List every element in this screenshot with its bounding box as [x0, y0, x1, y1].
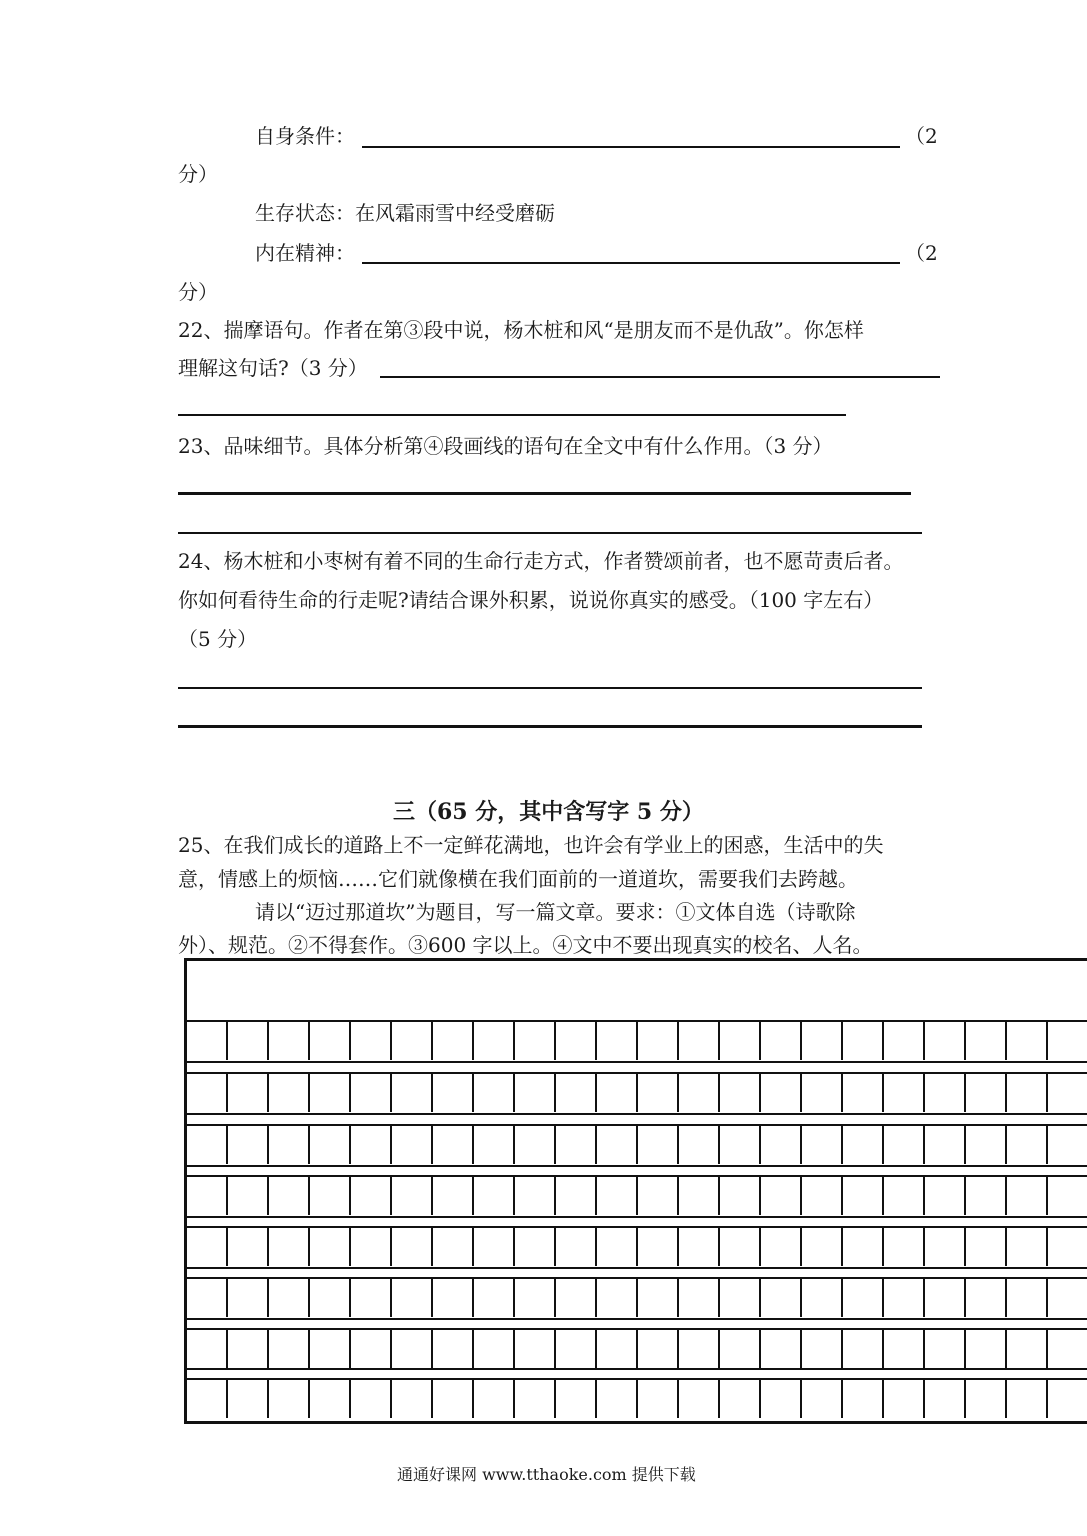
grid-cell[interactable] [843, 1126, 884, 1164]
q25-prompt-line2: 意，情感上的烦恼……它们就像横在我们面前的一道道坎，需要我们去跨越。 [178, 867, 858, 891]
grid-cell[interactable] [884, 1330, 925, 1368]
grid-cell[interactable] [720, 1177, 761, 1215]
grid-cell[interactable] [556, 1330, 597, 1368]
grid-cell[interactable] [925, 1380, 966, 1418]
grid-cell[interactable] [433, 1330, 474, 1368]
grid-cell[interactable] [679, 1380, 720, 1418]
grid-cell[interactable] [679, 1279, 720, 1317]
q25-prompt-line4: 外）、规范。②不得套作。③600 字以上。④文中不要出现真实的校名、人名。 [178, 933, 873, 957]
grid-cell[interactable] [802, 1074, 843, 1112]
grid-cell[interactable] [638, 1279, 679, 1317]
grid-cell[interactable] [392, 1074, 433, 1112]
grid-cell[interactable] [1007, 1228, 1048, 1266]
grid-cell[interactable] [638, 1126, 679, 1164]
grid-cell[interactable] [269, 1177, 310, 1215]
grid-cell[interactable] [966, 1126, 1007, 1164]
grid-cell[interactable] [597, 1279, 638, 1317]
grid-cell[interactable] [269, 1279, 310, 1317]
grid-cell[interactable] [515, 1177, 556, 1215]
grid-row-separator [187, 1368, 1087, 1370]
grid-cell[interactable] [556, 1074, 597, 1112]
grid-cell[interactable] [433, 1022, 474, 1060]
grid-cell[interactable] [761, 1022, 802, 1060]
grid-cell[interactable] [351, 1126, 392, 1164]
grid-cell[interactable] [925, 1279, 966, 1317]
grid-cell[interactable] [720, 1126, 761, 1164]
grid-cell[interactable] [392, 1279, 433, 1317]
grid-cell[interactable] [433, 1177, 474, 1215]
grid-cell[interactable] [392, 1228, 433, 1266]
grid-cell[interactable] [843, 1228, 884, 1266]
grid-cell[interactable] [474, 1330, 515, 1368]
grid-cell[interactable] [310, 1022, 351, 1060]
grid-cell[interactable] [638, 1177, 679, 1215]
grid-row[interactable] [187, 1175, 1087, 1217]
grid-cell[interactable] [1048, 1074, 1087, 1112]
grid-cell[interactable] [515, 1279, 556, 1317]
grid-cell[interactable] [187, 1126, 228, 1164]
grid-cell[interactable] [187, 1022, 228, 1060]
grid-cell[interactable] [966, 1074, 1007, 1112]
grid-row[interactable] [187, 1226, 1087, 1268]
grid-cell[interactable] [966, 1279, 1007, 1317]
grid-cell[interactable] [187, 1279, 228, 1317]
grid-row-separator [187, 1267, 1087, 1269]
grid-cell[interactable] [802, 1126, 843, 1164]
grid-cell[interactable] [515, 1074, 556, 1112]
grid-cell[interactable] [351, 1279, 392, 1317]
q24-question-line1: 24、杨木桩和小枣树有着不同的生命行走方式，作者赞颂前者，也不愿苛责后者。 [178, 549, 904, 573]
grid-cell[interactable] [802, 1228, 843, 1266]
grid-cell[interactable] [925, 1228, 966, 1266]
q21-spirit-label: 内在精神： [255, 241, 355, 265]
q21-score-a-close: 分） [178, 162, 218, 186]
grid-cell[interactable] [351, 1330, 392, 1368]
grid-cell[interactable] [679, 1177, 720, 1215]
q21-score-b-close: 分） [178, 280, 218, 304]
grid-cell[interactable] [761, 1177, 802, 1215]
grid-cell[interactable] [392, 1126, 433, 1164]
q22-question-line1: 22、揣摩语句。作者在第③段中说，杨木桩和风“是朋友而不是仇敌”。你怎样 [178, 318, 864, 342]
grid-cell[interactable] [843, 1177, 884, 1215]
grid-cell[interactable] [269, 1074, 310, 1112]
grid-cell[interactable] [433, 1228, 474, 1266]
grid-cell[interactable] [761, 1126, 802, 1164]
grid-cell[interactable] [679, 1022, 720, 1060]
grid-cell[interactable] [843, 1380, 884, 1418]
q21-condition-label: 自身条件： [255, 124, 355, 148]
grid-cell[interactable] [228, 1228, 269, 1266]
q24-answer-line-2[interactable] [178, 725, 922, 728]
grid-cell[interactable] [802, 1380, 843, 1418]
grid-cell[interactable] [884, 1074, 925, 1112]
grid-cell[interactable] [474, 1126, 515, 1164]
grid-cell[interactable] [556, 1279, 597, 1317]
grid-cell[interactable] [720, 1330, 761, 1368]
grid-cell[interactable] [310, 1380, 351, 1418]
grid-row-separator [187, 1113, 1087, 1115]
grid-cell[interactable] [269, 1380, 310, 1418]
grid-cell[interactable] [843, 1279, 884, 1317]
grid-cell[interactable] [474, 1228, 515, 1266]
q25-prompt-line1: 25、在我们成长的道路上不一定鲜花满地，也许会有学业上的困惑，生活中的失 [178, 833, 884, 857]
q24-answer-line-1[interactable] [178, 687, 922, 689]
grid-cell[interactable] [638, 1228, 679, 1266]
grid-cell[interactable] [925, 1330, 966, 1368]
grid-row-separator [187, 1061, 1087, 1063]
grid-cell[interactable] [269, 1228, 310, 1266]
grid-row[interactable] [187, 1020, 1087, 1062]
grid-cell[interactable] [1007, 1380, 1048, 1418]
grid-cell[interactable] [884, 1279, 925, 1317]
grid-cell[interactable] [638, 1074, 679, 1112]
grid-cell[interactable] [392, 1177, 433, 1215]
grid-row-separator [187, 1165, 1087, 1167]
grid-cell[interactable] [925, 1074, 966, 1112]
grid-cell[interactable] [310, 1279, 351, 1317]
grid-cell[interactable] [228, 1177, 269, 1215]
grid-cell[interactable] [966, 1380, 1007, 1418]
grid-cell[interactable] [433, 1126, 474, 1164]
grid-cell[interactable] [392, 1330, 433, 1368]
section3-heading: 三（65 分，其中含写字 5 分） [393, 799, 704, 825]
grid-cell[interactable] [679, 1126, 720, 1164]
grid-cell[interactable] [1007, 1022, 1048, 1060]
grid-cell[interactable] [679, 1074, 720, 1112]
grid-cell[interactable] [556, 1126, 597, 1164]
grid-row-separator [187, 1216, 1087, 1218]
grid-cell[interactable] [474, 1022, 515, 1060]
q24-question-line3: （5 分） [178, 627, 258, 651]
q23-answer-line-1[interactable] [178, 492, 911, 495]
grid-cell[interactable] [269, 1330, 310, 1368]
q22-question-line2: 理解这句话?（3 分） [178, 356, 368, 380]
grid-cell[interactable] [1048, 1330, 1087, 1368]
grid-cell[interactable] [802, 1279, 843, 1317]
grid-cell[interactable] [269, 1126, 310, 1164]
grid-cell[interactable] [1048, 1279, 1087, 1317]
grid-cell[interactable] [761, 1074, 802, 1112]
grid-cell[interactable] [802, 1022, 843, 1060]
grid-cell[interactable] [597, 1228, 638, 1266]
q21-score-a-open: （2 [905, 124, 938, 148]
grid-cell[interactable] [433, 1380, 474, 1418]
grid-cell[interactable] [187, 1074, 228, 1112]
q23-answer-line-2[interactable] [178, 532, 922, 534]
grid-cell[interactable] [597, 1380, 638, 1418]
grid-cell[interactable] [228, 1330, 269, 1368]
q24-question-line2: 你如何看待生命的行走呢?请结合课外积累，说说你真实的感受。（100 字左右） [178, 588, 884, 612]
grid-cell[interactable] [1007, 1074, 1048, 1112]
grid-cell[interactable] [966, 1330, 1007, 1368]
grid-cell[interactable] [351, 1074, 392, 1112]
grid-cell[interactable] [187, 1177, 228, 1215]
grid-cell[interactable] [1007, 1330, 1048, 1368]
grid-cell[interactable] [1007, 1126, 1048, 1164]
q21-spirit-answer-line[interactable] [362, 262, 900, 264]
grid-row[interactable] [187, 1378, 1087, 1420]
grid-cell[interactable] [310, 1177, 351, 1215]
grid-cell[interactable] [597, 1074, 638, 1112]
grid-cell[interactable] [597, 1126, 638, 1164]
grid-row[interactable] [187, 1124, 1087, 1166]
grid-row[interactable] [187, 1277, 1087, 1319]
grid-cell[interactable] [351, 1228, 392, 1266]
grid-cell[interactable] [884, 1228, 925, 1266]
grid-cell[interactable] [720, 1279, 761, 1317]
grid-cell[interactable] [556, 1380, 597, 1418]
grid-cell[interactable] [474, 1074, 515, 1112]
grid-cell[interactable] [228, 1279, 269, 1317]
grid-cell[interactable] [720, 1380, 761, 1418]
grid-row-separator [187, 1318, 1087, 1320]
grid-cell[interactable] [597, 1177, 638, 1215]
q23-question-line1: 23、品味细节。具体分析第④段画线的语句在全文中有什么作用。（3 分） [178, 434, 833, 458]
grid-cell[interactable] [187, 1330, 228, 1368]
grid-cell[interactable] [556, 1228, 597, 1266]
grid-cell[interactable] [761, 1228, 802, 1266]
grid-cell[interactable] [474, 1279, 515, 1317]
grid-cell[interactable] [187, 1380, 228, 1418]
grid-cell[interactable] [310, 1126, 351, 1164]
grid-cell[interactable] [228, 1074, 269, 1112]
grid-cell[interactable] [761, 1330, 802, 1368]
grid-cell[interactable] [679, 1228, 720, 1266]
footer-text: 通通好课网 www.tthaoke.com 提供下载 [397, 1465, 696, 1484]
q22-answer-line-2[interactable] [178, 414, 846, 416]
grid-cell[interactable] [925, 1126, 966, 1164]
q25-prompt-line3: 请以“迈过那道坎”为题目，写一篇文章。要求：①文体自选（诗歌除 [255, 900, 856, 924]
grid-cell[interactable] [228, 1380, 269, 1418]
q21-score-b-open: （2 [905, 241, 938, 265]
grid-cell[interactable] [1048, 1380, 1087, 1418]
grid-cell[interactable] [310, 1330, 351, 1368]
grid-cell[interactable] [597, 1330, 638, 1368]
grid-cell[interactable] [1048, 1022, 1087, 1060]
grid-cell[interactable] [884, 1177, 925, 1215]
grid-cell[interactable] [884, 1022, 925, 1060]
grid-cell[interactable] [474, 1177, 515, 1215]
grid-row[interactable] [187, 1072, 1087, 1114]
grid-cell[interactable] [310, 1228, 351, 1266]
grid-row[interactable] [187, 1328, 1087, 1370]
grid-cell[interactable] [638, 1380, 679, 1418]
q21-state-text: 生存状态：在风霜雨雪中经受磨砺 [255, 201, 555, 225]
grid-cell[interactable] [392, 1380, 433, 1418]
grid-cell[interactable] [966, 1228, 1007, 1266]
grid-cell[interactable] [679, 1330, 720, 1368]
grid-cell[interactable] [351, 1380, 392, 1418]
essay-writing-grid[interactable] [184, 958, 1087, 1424]
grid-cell[interactable] [351, 1022, 392, 1060]
grid-cell[interactable] [638, 1330, 679, 1368]
grid-cell[interactable] [843, 1074, 884, 1112]
grid-cell[interactable] [925, 1022, 966, 1060]
grid-cell[interactable] [515, 1380, 556, 1418]
grid-cell[interactable] [884, 1380, 925, 1418]
grid-cell[interactable] [269, 1022, 310, 1060]
grid-cell[interactable] [310, 1074, 351, 1112]
grid-cell[interactable] [515, 1022, 556, 1060]
grid-cell[interactable] [515, 1126, 556, 1164]
grid-cell[interactable] [351, 1177, 392, 1215]
grid-cell[interactable] [720, 1022, 761, 1060]
grid-cell[interactable] [761, 1279, 802, 1317]
grid-cell[interactable] [433, 1074, 474, 1112]
grid-cell[interactable] [843, 1330, 884, 1368]
grid-cell[interactable] [556, 1022, 597, 1060]
grid-cell[interactable] [433, 1279, 474, 1317]
grid-cell[interactable] [1007, 1177, 1048, 1215]
grid-cell[interactable] [761, 1380, 802, 1418]
grid-cell[interactable] [802, 1177, 843, 1215]
grid-cell[interactable] [843, 1022, 884, 1060]
grid-cell[interactable] [966, 1177, 1007, 1215]
grid-cell[interactable] [597, 1022, 638, 1060]
grid-cell[interactable] [638, 1022, 679, 1060]
grid-cell[interactable] [884, 1126, 925, 1164]
grid-cell[interactable] [1007, 1279, 1048, 1317]
grid-cell[interactable] [474, 1380, 515, 1418]
grid-cell[interactable] [556, 1177, 597, 1215]
grid-cell[interactable] [187, 1228, 228, 1266]
grid-cell[interactable] [925, 1177, 966, 1215]
grid-cell[interactable] [1048, 1177, 1087, 1215]
q22-answer-line-1[interactable] [380, 376, 940, 378]
grid-cell[interactable] [720, 1074, 761, 1112]
grid-cell[interactable] [1048, 1228, 1087, 1266]
grid-cell[interactable] [228, 1022, 269, 1060]
grid-cell[interactable] [1048, 1126, 1087, 1164]
grid-cell[interactable] [392, 1022, 433, 1060]
grid-cell[interactable] [720, 1228, 761, 1266]
grid-cell[interactable] [966, 1022, 1007, 1060]
essay-title-area[interactable] [187, 961, 1087, 1019]
grid-cell[interactable] [228, 1126, 269, 1164]
grid-cell[interactable] [515, 1330, 556, 1368]
grid-cell[interactable] [802, 1330, 843, 1368]
q21-condition-answer-line[interactable] [362, 146, 900, 148]
grid-cell[interactable] [515, 1228, 556, 1266]
